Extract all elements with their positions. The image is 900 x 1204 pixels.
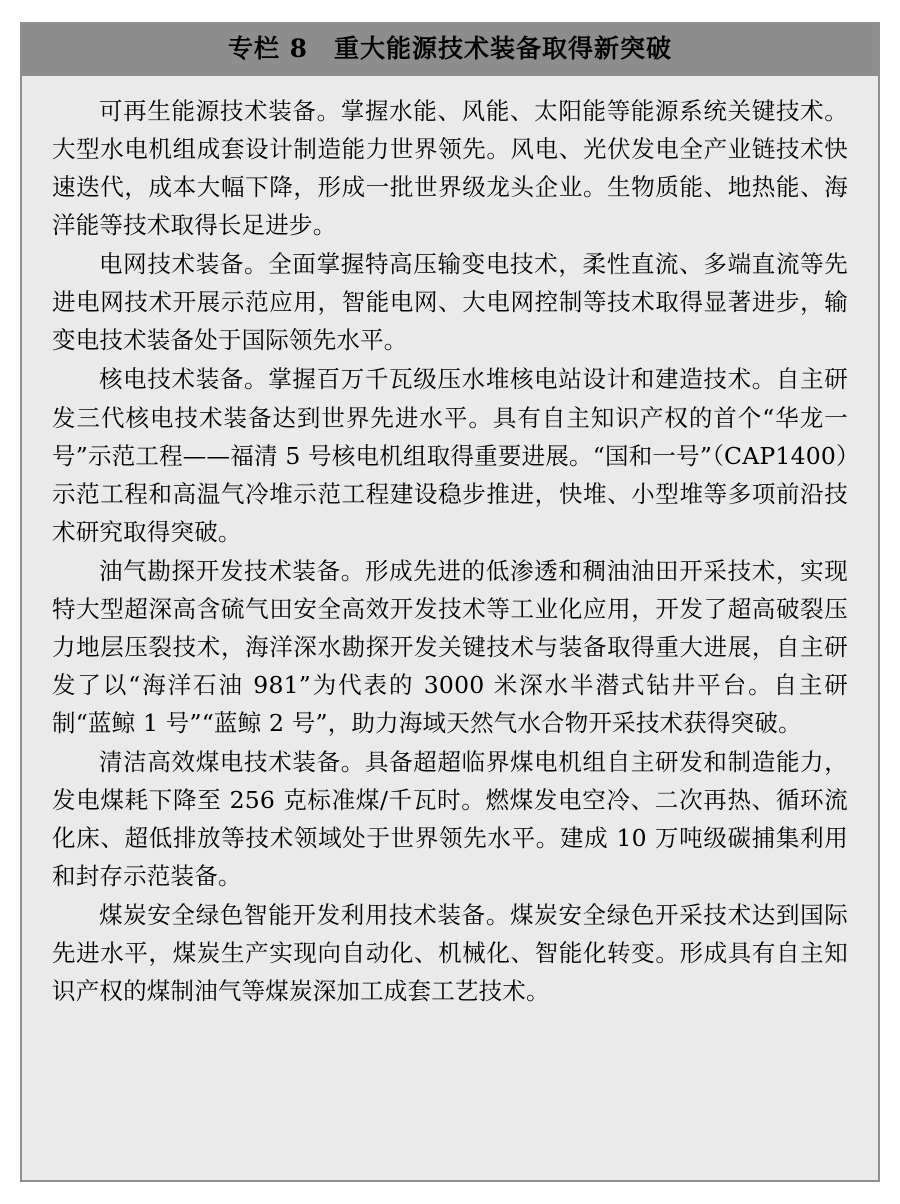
paragraph: 电网技术装备。全面掌握特高压输变电技术，柔性直流、多端直流等先进电网技术开展示范应用，智能电网、大电网控制等技术取得显著进步，输变电技术装备处于国际领先水平。 bbox=[52, 250, 848, 355]
paragraph: 油气勘探开发技术装备。形成先进的低渗透和稠油油田开采技术，实现特大型超深高含硫气田安全高效开发技术等工业化应用，开发了超高破裂压力地层压裂技术，海洋深水勘探开发关键技术与装备取得重大进展，自主研发了以“海洋石油 981”为代表的 3000 米深水半潜式钻井平台。自主研制“蓝鲸 1 号”“蓝鲸 2 号”，助力海域天然气水合物开采技术获得突破。 bbox=[52, 556, 848, 737]
callout-number: 专栏 8 bbox=[227, 34, 309, 63]
paragraph: 核电技术装备。掌握百万千瓦级压水堆核电站设计和建造技术。自主研发三代核电技术装备达到世界先进水平。具有自主知识产权的首个“华龙一号”示范工程——福清 5 号核电机组取得重要进展。“国和一号”（CAP1400）示范工程和高温气冷堆示范工程建设稳步推进，快堆、小型堆等多项前沿技术研究取得突破。 bbox=[52, 365, 848, 546]
paragraph: 清洁高效煤电技术装备。具备超超临界煤电机组自主研发和制造能力，发电煤耗下降至 256 克标准煤/千瓦时。燃煤发电空冷、二次再热、循环流化床、超低排放等技术领域处于世界领先水平。建成 10 万吨级碳捕集利用和封存示范装备。 bbox=[52, 748, 848, 891]
callout-title: 重大能源技术装备取得新突破 bbox=[334, 34, 673, 63]
paragraph: 煤炭安全绿色智能开发利用技术装备。煤炭安全绿色开采技术达到国际先进水平，煤炭生产实现向自动化、机械化、智能化转变。形成具有自主知识产权的煤制油气等煤炭深加工成套工艺技术。 bbox=[52, 901, 848, 1006]
callout-box bbox=[20, 22, 880, 1182]
callout-header bbox=[22, 24, 878, 76]
callout-body bbox=[22, 76, 878, 1180]
paragraph: 可再生能源技术装备。掌握水能、风能、太阳能等能源系统关键技术。大型水电机组成套设计制造能力世界领先。风电、光伏发电全产业链技术快速迭代，成本大幅下降，形成一批世界级龙头企业。生物质能、地热能、海洋能等技术取得长足进步。 bbox=[52, 97, 848, 240]
